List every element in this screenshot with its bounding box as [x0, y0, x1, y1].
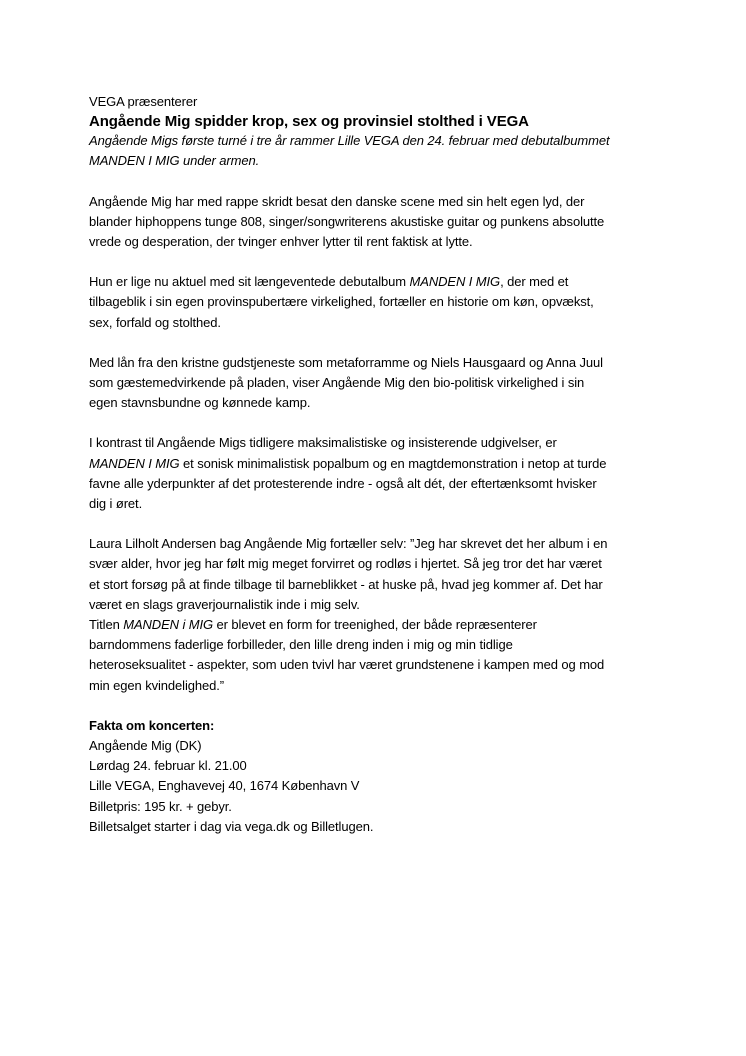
- subheading-line: Angående Migs første turné i tre år rammer Lille VEGA den 24. februar med debutalbummet: [89, 133, 610, 149]
- paragraph-line: I kontrast til Angående Migs tidligere maksimalistiske og insisterende udgivelser, er: [89, 435, 557, 451]
- subheading-line: MANDEN I MIG under armen.: [89, 153, 260, 169]
- paragraph-line: som gæstemedvirkende på pladen, viser Angående Mig den bio-politisk virkelighed i sin: [89, 375, 585, 391]
- paragraph-line: et stort forsøg på at finde tilbage til barneblikket - at huske på, hvad jeg kommer af. Det har: [89, 576, 603, 592]
- fact-item: Angående Mig (DK): [89, 738, 202, 754]
- album-title: MANDEN I MIG: [409, 274, 501, 290]
- fact-item: Lille VEGA, Enghavevej 40, 1674 København V: [89, 778, 360, 794]
- paragraph-line: favne alle yderpunkter af det protesterende indre - også alt dét, der eftertænksomt hvisker: [89, 475, 597, 491]
- paragraph-guests: [89, 353, 669, 414]
- paragraph-intro: [89, 192, 669, 253]
- paragraph-line: min egen kvindelighed.”: [89, 677, 225, 693]
- press-release: [89, 92, 669, 837]
- paragraph-quote: [89, 534, 669, 696]
- paragraph-line: tilbageblik i sin egen provinspubertære virkelighed, fortæller en historie om køn, opvækst,: [89, 294, 594, 310]
- paragraph-line: svær alder, hvor jeg har følt mig meget forvirret og rodløs i hjertet. Så jeg tror det har været: [89, 556, 602, 572]
- fact-item: Lørdag 24. februar kl. 21.00: [89, 758, 247, 774]
- paragraph-line: Hun er lige nu aktuel med sit længeventede debutalbum MANDEN I MIG, der med et: [89, 274, 569, 290]
- album-title: MANDEN i MIG: [123, 617, 214, 633]
- paragraph-line: vrede og desperation, der tvinger enhver lytter til rent faktisk at lytte.: [89, 234, 473, 250]
- paragraph-line: været en slags graverjournalistik inde i mig selv.: [89, 596, 360, 612]
- paragraph-line: Angående Mig har med rappe skridt besat den danske scene med sin helt egen lyd, der: [89, 193, 585, 209]
- concert-facts: [89, 716, 669, 837]
- paragraph-line: egen stavnsbundne og kønnede kamp.: [89, 395, 311, 411]
- paragraph-album: [89, 272, 669, 333]
- paragraph-line: Med lån fra den kristne gudstjeneste som metaforramme og Niels Hausgaard og Anna Juul: [89, 354, 603, 370]
- paragraph-line: heteroseksualitet - aspekter, som uden tvivl har været grundstenene i kampen med og mod: [89, 657, 605, 673]
- paragraph-line: barndommens faderlige forbilleder, den lille dreng inden i mig og min tidlige: [89, 637, 513, 653]
- paragraph-contrast: [89, 433, 669, 514]
- paragraph-line: Titlen MANDEN i MIG er blevet en form for treenighed, der både repræsenterer: [89, 617, 537, 633]
- subheading: [89, 131, 669, 171]
- paragraph-line: blander hiphoppens tunge 808, singer/songwriterens akustiske guitar og punkens absolutte: [89, 213, 605, 229]
- paragraph-line: MANDEN I MIG et sonisk minimalistisk popalbum og en magtdemonstration i netop at turde: [89, 455, 607, 471]
- paragraph-line: sex, forfald og stolthed.: [89, 314, 221, 330]
- presenter-line: VEGA præsenterer: [89, 94, 198, 109]
- facts-heading: Fakta om koncerten:: [89, 717, 215, 733]
- paragraph-line: dig i øret.: [89, 496, 143, 512]
- fact-item: Billetpris: 195 kr. + gebyr.: [89, 798, 232, 814]
- headline: Angående Mig spidder krop, sex og provinsiel stolthed i VEGA: [89, 113, 529, 131]
- album-title: MANDEN I MIG: [89, 455, 180, 471]
- paragraph-line: Laura Lilholt Andersen bag Angående Mig fortæller selv: ”Jeg har skrevet det her album i en: [89, 536, 608, 552]
- fact-item: Billetsalget starter i dag via vega.dk og Billetlugen.: [89, 818, 374, 834]
